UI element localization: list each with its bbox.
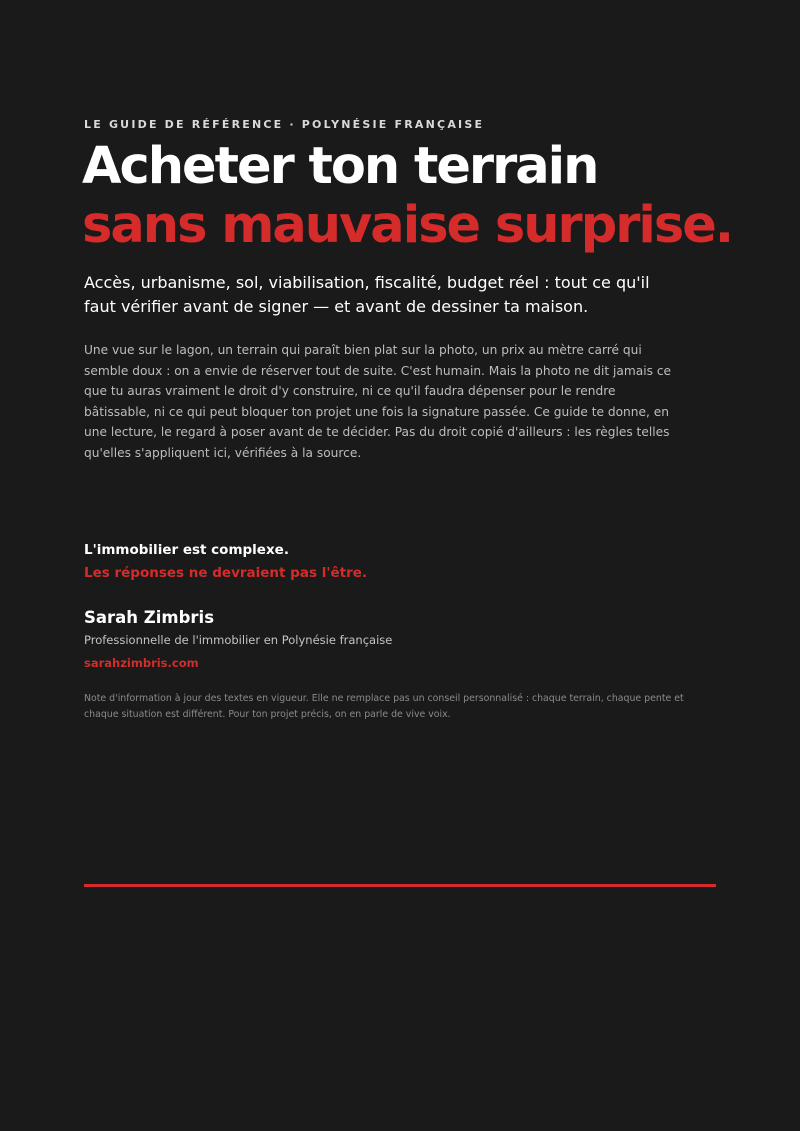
kicker-label: LE GUIDE DE RÉFÉRENCE · POLYNÉSIE FRANÇAISE — [84, 118, 485, 131]
author-name: Sarah Zimbris — [84, 608, 215, 627]
accent-divider — [84, 884, 716, 887]
lead-paragraph: Accès, urbanisme, sol, viabilisation, fiscalité, budget réel : tout ce qu'il faut vérifier avant de signer — et avant de dessiner ta maison. — [84, 273, 650, 316]
author-role: Professionnelle de l'immobilier en Polynésie française — [84, 633, 393, 647]
disclaimer-note: Note d'information à jour des textes en vigueur. Elle ne remplace pas un conseil personnalisé : chaque terrain, chaque pente et chaque situation est différent. Pour ton projet précis, on en parle de vive voix. — [84, 693, 684, 720]
page-title-line1: Acheter ton terrain — [82, 137, 598, 196]
website-link[interactable]: sarahzimbris.com — [84, 656, 199, 670]
page-title-line2: sans mauvaise surprise. — [82, 196, 733, 255]
tagline-line2: Les réponses ne devraient pas l'être. — [84, 565, 368, 581]
intro-paragraph: Une vue sur le lagon, un terrain qui paraît bien plat sur la photo, un prix au mètre carré qui semble doux : on a envie de réserver tout de suite. C'est humain. Mais la photo ne dit jamais ce que tu auras vraiment le droit d'y construire, ni ce qu'il faudra dépenser pour le rendre bâtissable, ni ce qui peut bloquer ton projet une fois la signature passée. Ce guide te donne, en une lecture, le regard à poser avant de te décider. Pas du droit copié d'ailleurs : les règles telles qu'elles s'appliquent ici, vérifiées à la source. — [84, 343, 672, 460]
tagline-line1: L'immobilier est complexe. — [84, 542, 289, 558]
